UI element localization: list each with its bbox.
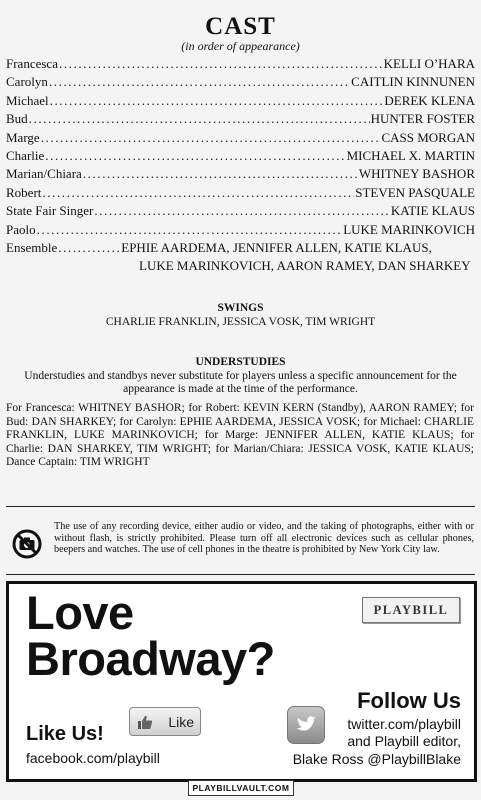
cast-role: Carolyn [6, 74, 48, 90]
recording-notice [6, 513, 475, 573]
cast-role: State Fair Singer [6, 203, 94, 219]
cast-actor: HUNTER FOSTER [370, 111, 475, 127]
playbillvault-badge[interactable]: PLAYBILLVAULT.COM [188, 780, 294, 796]
divider [6, 574, 475, 575]
cast-role: Robert [6, 184, 42, 200]
playbill-logo: PLAYBILL [362, 597, 460, 623]
follow-editor-text: and Playbill editor, [347, 733, 461, 749]
leader-dots [59, 55, 383, 73]
leader-dots [50, 92, 384, 110]
cast-role: Charlie [6, 147, 45, 163]
cast-actor: CAITLIN KINNUNEN [351, 74, 475, 90]
cast-list [6, 55, 475, 276]
swings-heading: SWINGS [217, 302, 264, 314]
cast-actor: WHITNEY BASHOR [358, 166, 475, 182]
cast-row [6, 184, 475, 202]
cast-role: Francesca [6, 56, 58, 71]
cast-row [6, 55, 475, 73]
follow-title: Follow Us [357, 688, 461, 713]
swings-names: CHARLIE FRANKLIN, JESSICA VOSK, TIM WRIGHT [105, 316, 376, 328]
leader-dots [45, 147, 345, 165]
cast-row [6, 147, 475, 165]
divider [6, 506, 475, 507]
leader-dots [58, 239, 120, 257]
cast-subtitle: (in order of appearance) [181, 39, 300, 53]
cast-actor: CASS MORGAN [381, 129, 475, 145]
understudies-heading: UNDERSTUDIES [195, 356, 286, 368]
twitter-url[interactable]: twitter.com/playbill [347, 716, 461, 732]
cast-role: Marian/Chiara [6, 166, 82, 182]
cast-role: Marge [6, 129, 40, 145]
cast-row [6, 221, 475, 239]
ensemble-continuation: LUKE MARINKOVICH, AARON RAMEY, DAN SHARKEY [139, 258, 471, 274]
cast-row [6, 110, 475, 128]
cast-role: Bud [6, 111, 28, 127]
like-button-label: Like [168, 714, 194, 730]
cast-role: Paolo [6, 221, 36, 237]
cast-role: Ensemble [6, 239, 58, 255]
understudies-note: Understudies and standbys never substitute for players unless a specific announcement for the appearance is made at the time of the performance. [24, 370, 457, 395]
ad-headline [26, 586, 275, 685]
leader-dots [41, 129, 381, 147]
cast-actor: KELLI O’HARA [383, 56, 475, 71]
cast-row [6, 92, 475, 110]
cast-actor: MICHAEL X. MARTIN [346, 147, 475, 163]
notice-text: The use of any recording device, either audio or video, and the taking of photographs, either with or without flash, is strictly prohibited. Please turn off all electronic devices such as cellular phones, beepers and watches. The use of cell phones in the theatre is prohibited by New York City law. [54, 521, 474, 556]
leader-dots [83, 165, 358, 183]
leader-dots [49, 73, 350, 91]
no-camera-icon [12, 529, 42, 559]
cast-actor: STEVEN PASQUALE [355, 184, 475, 200]
cast-actor: LUKE MARINKOVICH [343, 221, 475, 237]
cast-actor: EPHIE AARDEMA, JENNIFER ALLEN, KATIE KLAUS, [121, 239, 432, 255]
thumbs-up-icon [137, 714, 153, 730]
like-button[interactable] [129, 707, 201, 736]
leader-dots [42, 184, 354, 202]
facebook-url[interactable]: facebook.com/playbill [26, 750, 160, 766]
twitter-icon[interactable] [287, 706, 325, 744]
understudies-list: For Francesca: WHITNEY BASHOR; for Robert: KEVIN KERN (Standby), AARON RAMEY; for Bud: DAN SHARKEY; for Carolyn: EPHIE AARDEMA, JESSICA VOSK; for Michael: CHARLIE FRANKLIN, LUKE MARINKOVICH; for Marge: JENNIFER ALLEN, KATIE KLAUS; for Charlie: DAN SHARKEY, TIM WRIGHT; for Marian/Chiara: JESSICA VOSK, KATIE KLAUS; Dance Captain: TIM WRIGHT [6, 402, 474, 469]
editor-handle[interactable]: Blake Ross @PlaybillBlake [292, 751, 461, 767]
cast-row [6, 73, 475, 91]
cast-role: Michael [6, 92, 49, 108]
leader-dots [29, 110, 370, 128]
cast-title: CAST [205, 13, 276, 40]
leader-dots [94, 202, 389, 220]
cast-row [6, 202, 475, 220]
playbill-ad [6, 581, 477, 782]
cast-actor: KATIE KLAUS [390, 203, 475, 219]
leader-dots [37, 221, 343, 239]
cast-row-ensemble [6, 239, 475, 257]
ad-headline-line: Love [26, 586, 134, 639]
ad-headline-line: Broadway? [26, 632, 275, 685]
like-title: Like Us! [26, 723, 104, 745]
twitter-bird-icon [288, 707, 324, 743]
cast-actor: DEREK KLENA [384, 92, 475, 108]
cast-row [6, 129, 475, 147]
cast-row [6, 165, 475, 183]
